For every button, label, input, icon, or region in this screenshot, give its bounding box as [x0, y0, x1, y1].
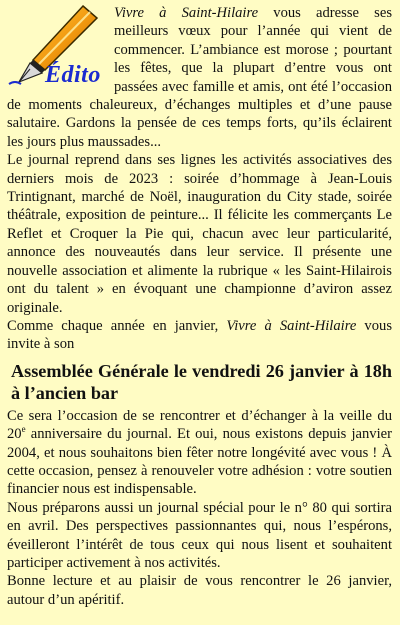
closing-paragraph: Bonne lecture et au plaisir de vous rencontrer le 26 janvier, autour d’un apéritif. [7, 573, 392, 608]
publication-name: Vivre à Saint-Hilaire [226, 317, 357, 334]
anniversary-text-start: Ce sera l’occasion de se rencontrer et d’échanger à la veille du 20 [7, 407, 392, 443]
anniversary-paragraph [7, 407, 392, 499]
meeting-heading: Assemblée Générale le vendredi 26 janvier à 18h à l’ancien bar [11, 360, 392, 403]
invitation-paragraph [7, 317, 392, 354]
publication-name: Vivre à Saint-Hilaire [114, 5, 259, 21]
invitation-text-start: Comme chaque année en janvier, [7, 317, 227, 334]
edito-title: Édito [45, 62, 101, 88]
anniversary-text-end: anniversaire du journal. Et oui, nous existons depuis janvier 2004, et nous souhaitons bien fêter notre longévité avec vous ! À cette occasion, pensez à renouveler votre adhésion : votre soutien financier nous est indispensable. [7, 426, 392, 498]
special-issue-paragraph: Nous préparons aussi un journal spécial pour le n° 80 qui sortira en avril. Des perspectives passionnantes qui, nous l’espérons, éveilleront l’intérêt de tous ceux qui nous lisent et souhaitent participer activement à nos activités. [7, 499, 392, 571]
invitation-text-end: vous invite à son [7, 317, 392, 353]
activities-paragraph: Le journal reprend dans ses lignes les activités associatives des derniers mois de 2023 : soirée d’hommage à Jean-Louis Trintignant, marché de Noël, inauguration du City stade, soirée théâtrale, exposition de peinture... Il félicite les commerçants Le Reflet et Croquer la Pie qui, chacun avec leur particularité, annonce des nouveautés dans leur service. Il présente une nouvelle association et alimente la rubrique « les Saint-Hilairois ont du talent » en évoquant une championne d’aviron assez originale. [7, 152, 392, 316]
ordinal-suffix: e [21, 424, 26, 435]
intro-text: vous adresse ses meilleurs vœux pour l’année qui vient de commencer. L’ambiance est morose ; pourtant les fêtes, que la plupart d’entre vous ont passées avec famille et amis, ont été l’occasion de moments chaleureux, d’échanges multiples et d’une pause salutaire. Gardons la pensée de ces temps forts, qu’ils éclairent les jours plus maussades... [7, 5, 392, 150]
edito-logo [5, 4, 108, 88]
